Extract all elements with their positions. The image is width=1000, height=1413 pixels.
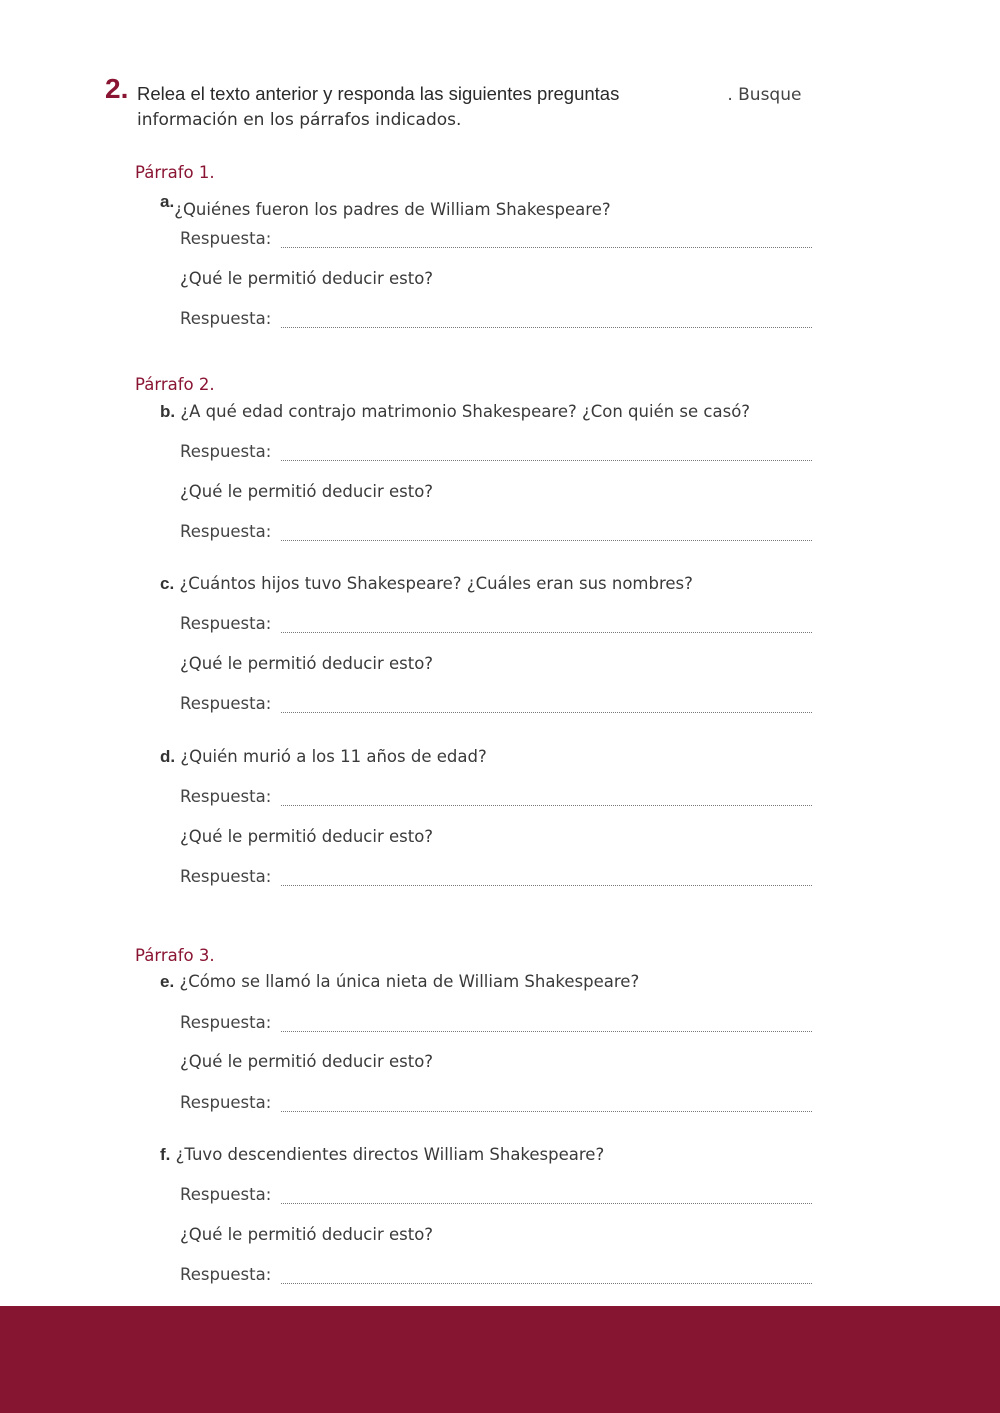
question-b bbox=[160, 400, 750, 424]
followup-question-d: ¿Qué le permitió deducir esto? bbox=[180, 827, 434, 846]
answer-field[interactable] bbox=[281, 539, 812, 541]
answer-label: Respuesta: bbox=[180, 1185, 272, 1204]
instruction-line-2: información en los párrafos indicados. bbox=[137, 110, 462, 130]
instruction-tail: . Busque bbox=[727, 85, 802, 105]
answer-row-a-1[interactable] bbox=[180, 226, 812, 250]
answer-field[interactable] bbox=[281, 804, 812, 806]
section-heading-1: Párrafo 1. bbox=[135, 163, 215, 182]
answer-field[interactable] bbox=[281, 884, 812, 886]
answer-row-d-1[interactable] bbox=[180, 784, 812, 808]
question-f bbox=[160, 1143, 604, 1167]
answer-label: Respuesta: bbox=[180, 1265, 272, 1284]
answer-row-b-2[interactable] bbox=[180, 519, 812, 543]
blank-gap bbox=[619, 86, 727, 104]
footer-band bbox=[0, 1306, 1000, 1413]
followup-question-e: ¿Qué le permitió deducir esto? bbox=[180, 1052, 434, 1071]
followup-question-a: ¿Qué le permitió deducir esto? bbox=[180, 269, 434, 288]
question-text: ¿Cuántos hijos tuvo Shakespeare? ¿Cuáles eran sus nombres? bbox=[179, 574, 693, 593]
followup-question-b: ¿Qué le permitió deducir esto? bbox=[180, 482, 434, 501]
exercise-number: 2. bbox=[105, 73, 129, 104]
question-text: ¿Cómo se llamó la única nieta de William Shakespeare? bbox=[179, 972, 640, 991]
question-text: ¿Tuvo descendientes directos William Shakespeare? bbox=[175, 1145, 605, 1164]
answer-field[interactable] bbox=[281, 1110, 812, 1112]
answer-row-c-2[interactable] bbox=[180, 691, 812, 715]
answer-row-c-1[interactable] bbox=[180, 611, 812, 635]
answer-field[interactable] bbox=[281, 326, 812, 328]
answer-field[interactable] bbox=[281, 711, 812, 713]
question-letter: e. bbox=[160, 972, 175, 991]
answer-label: Respuesta: bbox=[180, 229, 272, 248]
instruction-line-1 bbox=[137, 82, 801, 107]
section-heading-3: Párrafo 3. bbox=[135, 946, 215, 965]
answer-label: Respuesta: bbox=[180, 522, 272, 541]
followup-question-c: ¿Qué le permitió deducir esto? bbox=[180, 654, 434, 673]
question-e bbox=[160, 970, 639, 994]
answer-label: Respuesta: bbox=[180, 442, 272, 461]
answer-row-d-2[interactable] bbox=[180, 864, 812, 888]
answer-label: Respuesta: bbox=[180, 309, 272, 328]
answer-label: Respuesta: bbox=[180, 1093, 272, 1112]
answer-row-e-2[interactable] bbox=[180, 1090, 812, 1114]
answer-row-a-2[interactable] bbox=[180, 306, 812, 330]
answer-label: Respuesta: bbox=[180, 694, 272, 713]
question-letter: f. bbox=[160, 1145, 171, 1164]
question-letter: b. bbox=[160, 402, 176, 421]
answer-field[interactable] bbox=[281, 1282, 812, 1284]
answer-label: Respuesta: bbox=[180, 867, 272, 886]
answer-row-b-1[interactable] bbox=[180, 439, 812, 463]
question-a bbox=[160, 192, 611, 222]
answer-row-e-1[interactable] bbox=[180, 1010, 812, 1034]
question-text: ¿A qué edad contrajo matrimonio Shakespeare? ¿Con quién se casó? bbox=[180, 402, 751, 421]
question-letter: a. bbox=[160, 192, 175, 211]
answer-row-f-2[interactable] bbox=[180, 1262, 812, 1286]
answer-field[interactable] bbox=[281, 631, 812, 633]
question-letter: d. bbox=[160, 747, 176, 766]
answer-label: Respuesta: bbox=[180, 1013, 272, 1032]
question-c bbox=[160, 572, 693, 596]
question-text: ¿Quiénes fueron los padres de William Shakespeare? bbox=[174, 200, 611, 219]
followup-question-f: ¿Qué le permitió deducir esto? bbox=[180, 1225, 434, 1244]
question-d bbox=[160, 745, 487, 769]
answer-label: Respuesta: bbox=[180, 787, 272, 806]
answer-label: Respuesta: bbox=[180, 614, 272, 633]
instruction-text: Relea el texto anterior y responda las siguientes preguntas bbox=[137, 83, 620, 104]
question-text: ¿Quién murió a los 11 años de edad? bbox=[180, 747, 487, 766]
answer-field[interactable] bbox=[281, 1030, 812, 1032]
answer-field[interactable] bbox=[281, 1202, 812, 1204]
answer-field[interactable] bbox=[281, 459, 812, 461]
question-letter: c. bbox=[160, 574, 175, 593]
answer-field[interactable] bbox=[281, 246, 812, 248]
section-heading-2: Párrafo 2. bbox=[135, 375, 215, 394]
answer-row-f-1[interactable] bbox=[180, 1182, 812, 1206]
